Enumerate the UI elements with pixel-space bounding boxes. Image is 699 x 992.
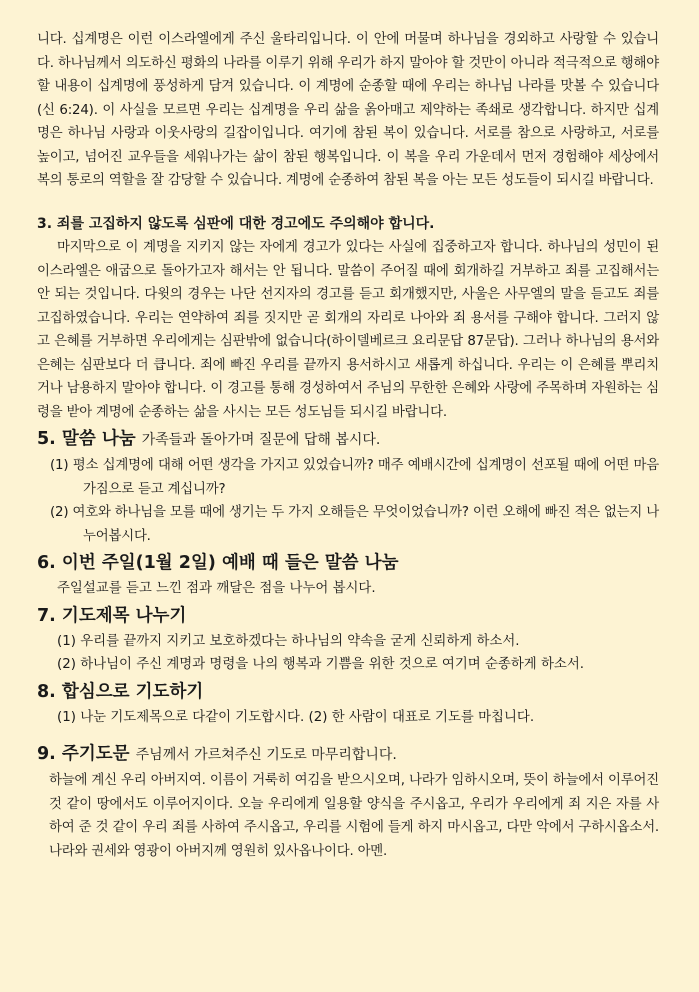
section9-heading bbox=[37, 741, 659, 769]
section8-text: (1) 나눈 기도제목으로 다같이 기도합시다. (2) 한 사람이 대표로 기도를 마칩니다. bbox=[57, 709, 535, 725]
section8-heading: 8. 합심으로 기도하기 bbox=[37, 681, 204, 702]
section7-heading: 7. 기도제목 나누기 bbox=[37, 605, 187, 626]
point3-body: 마지막으로 이 계명을 지키지 않는 자에게 경고가 있다는 사실에 집중하고자 합니다. 하나님의 성민이 된 이스라엘은 애굽으로 돌아가고자 해서는 안 됩니다. 말씀이 주어질 때에 회개하길 거부하고 죄를 고집해서는 안 되는 것입니다. 다윗의 경우는 나단 선지자의 경고를 듣고 회개했지만, 사울은 사무엘의 말을 듣고도 죄를 고집하였습니다. 우리는 연약하여 죄를 짓지만 곧 회개의 자리로 나아와 죄 용서를 구해야 합니다. 그러지 않고 은혜를 거부하면 우리에게는 심판밖에 없습니다(하이델베르크 요리문답 87문답). 그러나 하나님의 용서와 은혜는 심판보다 더 큽니다. 죄에 빠진 우리를 끝까지 용서하시고 새롭게 하십니다. 우리는 이 은혜를 뿌리치거나 남용하지 말아야 합니다. 이 경고를 통해 경성하여서 주님의 무한한 은혜와 사랑에 주목하며 자원하는 심령을 받아 계명에 순종하는 삶을 사시는 모든 성도님들 되시길 바랍니다. bbox=[37, 240, 660, 420]
prayer-topic-2: (2) 하나님이 주신 계명과 명령을 나의 행복과 기쁨을 위한 것으로 여기며 순종하게 하소서. bbox=[57, 657, 585, 672]
section5-heading bbox=[37, 426, 659, 454]
section9-title: 9. 주기도문 bbox=[37, 744, 130, 764]
section9-subtitle: 주님께서 가르쳐주신 기도로 마무리합니다. bbox=[135, 747, 397, 763]
section6-heading: 6. 이번 주일(1월 2일) 예배 때 들은 말씀 나눔 bbox=[37, 553, 399, 573]
prayer-topic-1: (1) 우리를 끝까지 지키고 보호하겠다는 하나님의 약속을 굳게 신뢰하게 하소서. bbox=[57, 633, 520, 649]
section5-question-2: (2) 여호와 하나님을 모를 때에 생기는 두 가지 오해들은 무엇이었습니까? 이런 오해에 빠진 적은 없는지 나누어봅시다. bbox=[50, 505, 659, 544]
section5-title: 5. 말씀 나눔 bbox=[37, 429, 136, 449]
lords-prayer-text: 하늘에 계신 우리 아버지여. 이름이 거룩히 여김을 받으시오며, 나라가 임하시오며, 뜻이 하늘에서 이루어진 것 같이 땅에서도 이루어지이다. 오늘 우리에게 일용할 양식을 주시옵고, 우리가 우리에게 죄 지은 자를 사하여 준 것 같이 우리 죄를 사하여 주시옵고, 우리를 시험에 들게 하지 마시옵고, 다만 악에서 구하시옵소서. 나라와 권세와 영광이 아버지께 영원히 있사옵나이다. 아멘. bbox=[49, 773, 659, 859]
point3-heading: 3. 죄를 고집하지 않도록 심판에 대한 경고에도 주의해야 합니다. bbox=[37, 215, 435, 232]
section5-subtitle: 가족들과 돌아가며 질문에 답해 봅시다. bbox=[141, 432, 381, 448]
intro-paragraph: 니다. 십계명은 이런 이스라엘에게 주신 울타리입니다. 이 안에 머물며 하나님을 경외하고 사랑할 수 있습니다. 하나님께서 의도하신 평화의 나라를 이루기 위해 우리가 하지 말아야 할 것만이 아니라 적극적으로 행해야 할 내용이 십계명에 풍성하게 담겨 있습니다. 이 계명에 순종할 때에 우리는 하나님 나라를 맛볼 수 있습니다(신 6:24). 이 사실을 모르면 우리는 십계명을 우리 삶을 옭아매고 제약하는 족쇄로 생각합니다. 하지만 십계명은 하나님 사랑과 이웃사랑의 길잡이입니다. 여기에 참된 복이 있습니다. 서로를 참으로 사랑하고, 서로를 높이고, 넘어진 교우들을 세워나가는 삶이 참된 행복입니다. 이 복을 우리 가운데서 먼저 경험해야 세상에서 복의 통로의 역할을 잘 감당할 수 있습니다. 계명에 순종하여 참된 복을 아는 모든 성도들이 되시길 바랍니다. bbox=[37, 32, 659, 188]
section5-question-1: (1) 평소 십계명에 대해 어떤 생각을 가지고 있었습니까? 매주 예배시간에 십계명이 선포될 때에 어떤 마음가짐으로 듣고 계십니까? bbox=[50, 458, 659, 497]
section6-text: 주일설교를 듣고 느낀 점과 깨달은 점을 나누어 봅시다. bbox=[57, 581, 376, 596]
